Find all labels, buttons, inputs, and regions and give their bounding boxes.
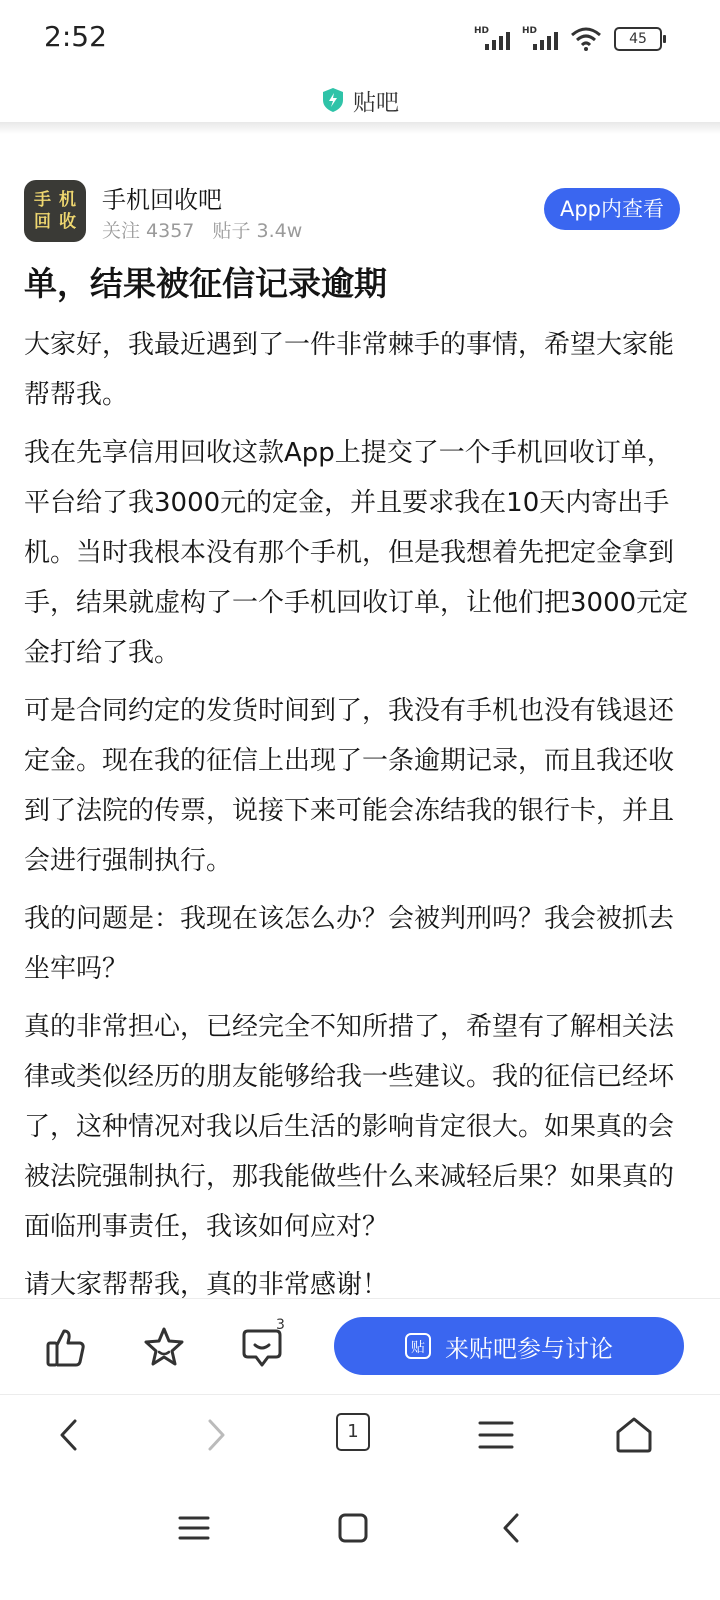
home-square-icon[interactable] bbox=[333, 1508, 373, 1548]
forum-logo-char: 机 bbox=[59, 190, 76, 210]
join-discussion-label: 来贴吧参与讨论 bbox=[445, 1334, 613, 1363]
favorite-star-icon[interactable] bbox=[142, 1325, 186, 1369]
forum-header bbox=[24, 180, 696, 244]
forum-followers: 关注 4357 bbox=[102, 220, 195, 242]
signal-icon bbox=[522, 26, 558, 52]
post-paragraph: 可是合同约定的发货时间到了，我没有手机也没有钱退还定金。现在我的征信上出现了一条逾期记录，而且我还收到了法院的传票，说接下来可能会冻结我的银行卡，并且会进行强制执行。 bbox=[24, 696, 675, 876]
signal-hd-label: HD bbox=[474, 26, 490, 36]
browser-nav bbox=[0, 1394, 720, 1481]
post-paragraph: 我在先享信用回收这款App上提交了一个手机回收订单，平台给了我3000元的定金，并且要求我在10天内寄出手机。当时我根本没有那个手机，但是我想着先把定金拿到手，结果就虚构了一个手机回收订单，让他们把3000元定金打给了我。 bbox=[24, 438, 689, 668]
post-paragraph: 请大家帮帮我，真的非常感谢！ bbox=[24, 1270, 389, 1300]
forum-logo-char: 收 bbox=[59, 212, 76, 232]
menu-icon[interactable] bbox=[476, 1415, 516, 1455]
back-icon[interactable] bbox=[50, 1415, 90, 1455]
like-icon[interactable] bbox=[44, 1325, 88, 1369]
home-icon[interactable] bbox=[614, 1415, 654, 1455]
post-paragraph: 大家好，我最近遇到了一件非常棘手的事情，希望大家能帮帮我。 bbox=[24, 330, 675, 410]
status-icons bbox=[474, 24, 662, 54]
tieba-icon: 贴 bbox=[405, 1333, 431, 1359]
post-paragraph: 我的问题是：我现在该怎么办？会被判刑吗？我会被抓去坐牢吗？ bbox=[24, 904, 675, 984]
forward-icon[interactable] bbox=[196, 1415, 236, 1455]
system-nav bbox=[0, 1480, 720, 1600]
post-body bbox=[24, 320, 696, 1318]
tabs-button[interactable]: 1 bbox=[336, 1413, 370, 1451]
signal-icon bbox=[474, 26, 510, 52]
forum-logo-char: 回 bbox=[34, 212, 51, 232]
forum-logo-char: 手 bbox=[34, 190, 51, 210]
action-bar bbox=[0, 1298, 720, 1395]
shield-icon bbox=[321, 87, 345, 113]
system-back-icon[interactable] bbox=[492, 1508, 532, 1548]
status-bar bbox=[0, 0, 720, 76]
forum-name[interactable]: 手机回收吧 bbox=[102, 186, 222, 214]
comment-count-badge: 3 bbox=[276, 1317, 285, 1333]
site-name: 贴吧 bbox=[353, 89, 399, 116]
forum-posts-count: 贴子 3.4w bbox=[212, 220, 303, 242]
status-time: 2:52 bbox=[44, 20, 107, 53]
post-paragraph: 真的非常担心，已经完全不知所措了，希望有了解相关法律或类似经历的朋友能够给我一些建议。我的征信已经坏了，这种情况对我以后生活的影响肯定很大。如果真的会被法院强制执行，那我能做些什么来减轻后果？如果真的面临刑事责任，我该如何应对？ bbox=[24, 1012, 675, 1242]
join-discussion-button[interactable] bbox=[334, 1317, 684, 1375]
signal-hd-label: HD bbox=[522, 26, 538, 36]
post-title: 单，结果被征信记录逾期 bbox=[24, 264, 387, 303]
open-in-app-button[interactable]: App内查看 bbox=[544, 188, 680, 230]
wifi-icon bbox=[570, 27, 602, 51]
site-bar bbox=[0, 76, 720, 124]
forum-stats bbox=[102, 216, 314, 243]
recent-apps-icon[interactable] bbox=[174, 1508, 214, 1548]
header-divider bbox=[0, 122, 720, 134]
battery-icon: 45 bbox=[614, 27, 662, 51]
forum-logo[interactable] bbox=[24, 180, 86, 242]
